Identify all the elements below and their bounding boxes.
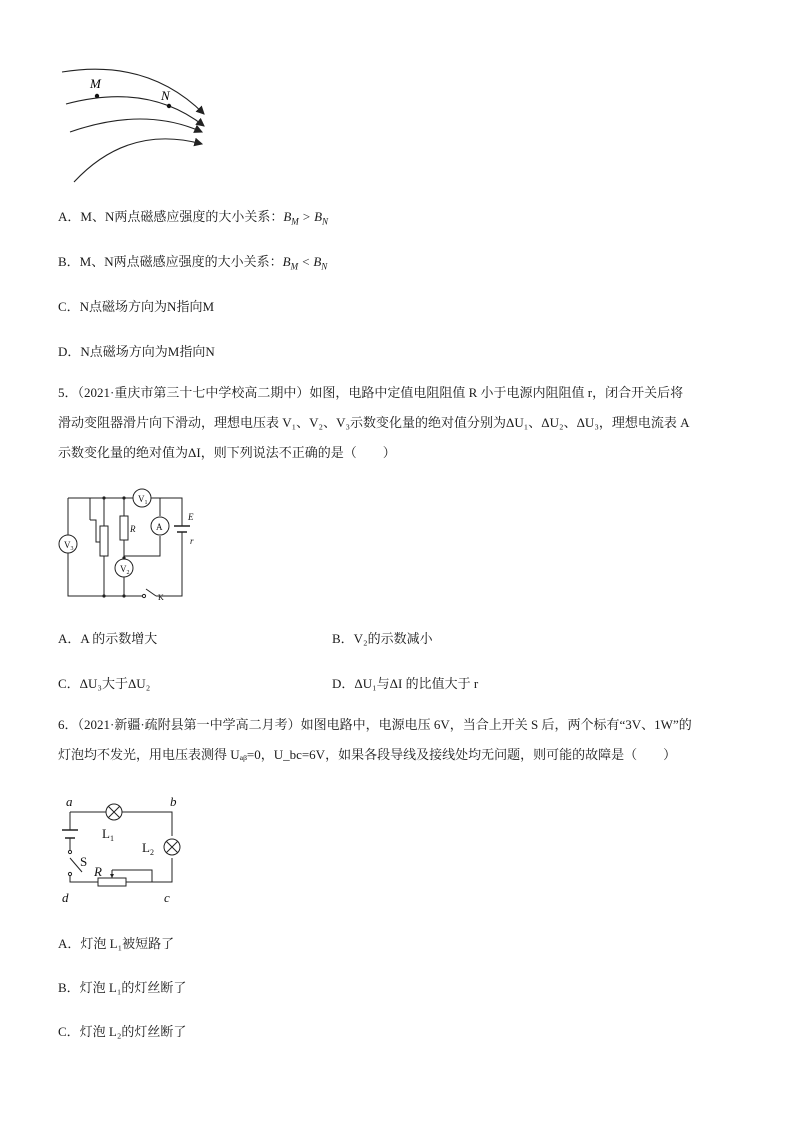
v1-label: $V_1$: [138, 494, 148, 506]
option-text: 灯泡 L₁被短路了: [80, 936, 175, 951]
option-letter: A．: [58, 631, 81, 646]
q4-option-d: [58, 341, 215, 360]
r-label: R: [94, 864, 102, 879]
q5-stem: [58, 378, 748, 468]
field-line-4: [74, 139, 202, 182]
option-text: V₂的示数减小: [353, 631, 433, 646]
r-label: R: [130, 524, 136, 534]
rheostat-slider: [90, 520, 100, 542]
battery: [62, 830, 78, 838]
label-n: N: [161, 88, 170, 103]
option-letter: C．: [58, 676, 80, 691]
field-lines-figure: [58, 60, 228, 190]
q6-circuit-figure: [58, 794, 198, 906]
q5-stem-line-3: 示数变化量的绝对值为ΔI，则下列说法不正确的是（ ）: [58, 445, 396, 460]
ammeter-label: A: [156, 522, 163, 532]
rheostat: [100, 526, 108, 556]
option-letter: B．: [58, 254, 80, 269]
q5-option-b: [332, 628, 433, 647]
q4-option-a: [58, 206, 328, 227]
rheostat-r: [98, 878, 126, 886]
option-sub2: N: [321, 261, 328, 272]
q4-option-c: [58, 296, 214, 315]
q5-stem-line-2: 滑动变阻器滑片向下滑动，理想电压表 V₁、V₂、V₃示数变化量的绝对值分别为ΔU₁、ΔU₂、ΔU₃，理想电流表 A: [58, 415, 690, 430]
node-c-label: c: [164, 890, 170, 905]
field-line-1: [62, 69, 204, 114]
field-line-2: [66, 97, 204, 126]
node-a-label: a: [66, 794, 73, 809]
option-text: M、N两点磁感应强度的大小关系：: [79, 254, 283, 269]
option-letter: D．: [58, 344, 81, 359]
switch-k: [146, 589, 156, 596]
battery-plates: [174, 526, 190, 532]
option-expr: B: [282, 254, 291, 269]
option-text: ΔU₁与ΔI 的比值大于 r: [354, 676, 479, 691]
q6-option-c: [58, 1021, 186, 1040]
resistor-r: [120, 516, 128, 540]
node-b-label: b: [170, 794, 177, 809]
option-letter: D．: [332, 676, 355, 691]
option-text: 灯泡 L₂的灯丝断了: [79, 1024, 187, 1039]
option-text: A 的示数增大: [80, 631, 158, 646]
field-line-3: [70, 119, 202, 132]
node-d-label: d: [62, 890, 69, 905]
option-sub1: M: [290, 261, 299, 272]
option-text: N点磁场方向为M指向N: [80, 344, 215, 359]
q5-option-d: [332, 673, 478, 692]
q6-stem-line-2: 灯泡均不发光，用电压表测得 Uₐᵦ=0，U_bc=6V，如果各段导线及接线处均无问题，则可能的故障是（ ）: [58, 747, 677, 762]
option-rel: > B: [298, 209, 323, 224]
q5-circuit-figure: [56, 486, 206, 602]
q5-option-c: [58, 673, 150, 692]
wire-top-left: [70, 812, 172, 882]
option-letter: B．: [58, 980, 80, 995]
option-text: N点磁场方向为N指向M: [79, 299, 215, 314]
label-m: M: [90, 76, 101, 91]
l2-label: $L_2$: [142, 840, 154, 857]
switch-s-label: S: [80, 854, 88, 869]
point-m: [95, 94, 99, 98]
option-text: ΔU₃大于ΔU₂: [79, 676, 151, 691]
q5-option-a: [58, 628, 157, 647]
v3-label: $V_3$: [64, 540, 74, 552]
point-n: [167, 104, 171, 108]
r-int-label: r: [190, 536, 194, 546]
wire-outer: [68, 498, 182, 596]
e-label: E: [188, 512, 194, 522]
k-label: K: [158, 593, 164, 602]
option-rel: < B: [298, 254, 322, 269]
option-letter: C．: [58, 299, 80, 314]
q6-option-a: [58, 933, 174, 952]
option-text: M、N两点磁感应强度的大小关系：: [80, 209, 284, 224]
q6-option-b: [58, 977, 186, 996]
option-sub1: M: [291, 216, 299, 227]
l1-label: $L_1$: [102, 826, 114, 843]
q5-stem-line-1: 5．（2021·重庆市第三十七中学校高二期中）如图，电路中定值电阻阻值 R 小于电源内阻阻值 r，闭合开关后将: [58, 385, 684, 400]
v2-label: $V_2$: [120, 564, 130, 576]
option-letter: A．: [58, 936, 81, 951]
option-sub2: N: [322, 216, 329, 227]
option-letter: B．: [332, 631, 354, 646]
q6-stem-line-1: 6．（2021·新疆·疏附县第一中学高二月考）如图电路中，电源电压 6V，当合上开关 S 后，两个标有“3V、1W”的: [58, 717, 692, 732]
option-letter: A．: [58, 209, 81, 224]
option-text: 灯泡 L₁的灯丝断了: [79, 980, 187, 995]
q6-stem: [58, 710, 748, 770]
q4-option-b: [58, 251, 327, 272]
option-letter: C．: [58, 1024, 80, 1039]
option-expr: B: [283, 209, 292, 224]
